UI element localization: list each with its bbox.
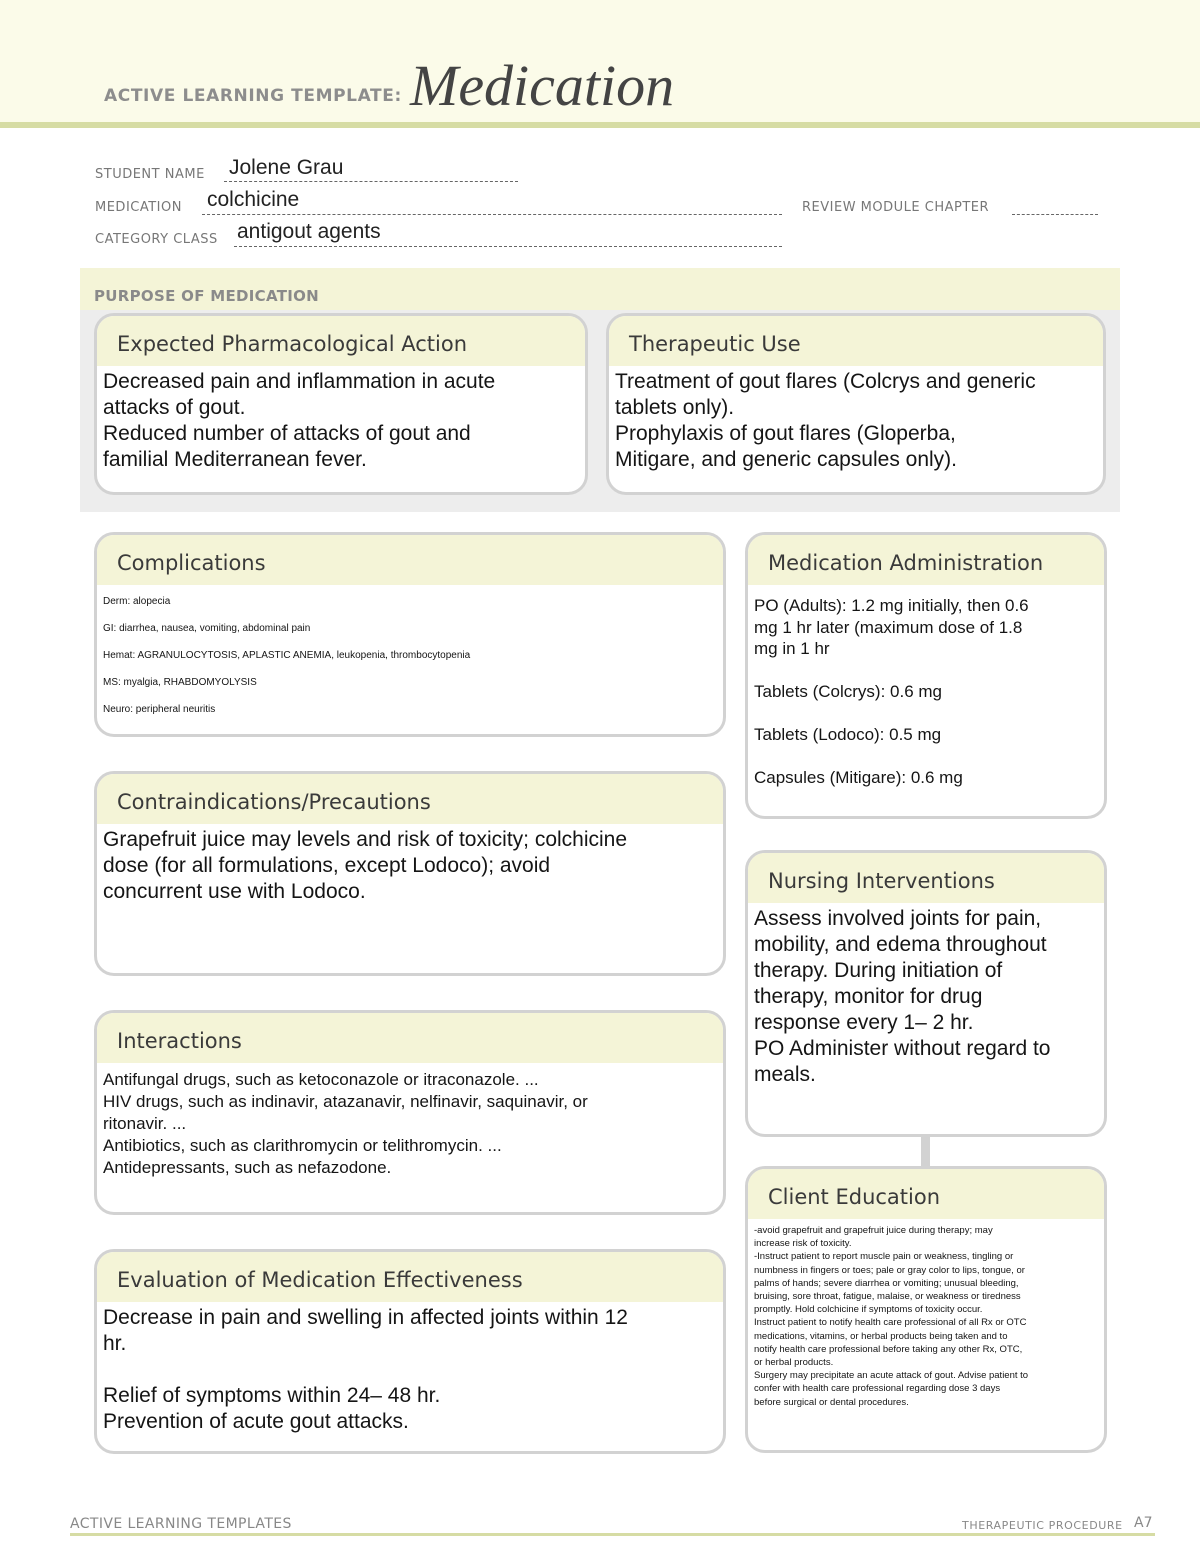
expected-action-box — [94, 313, 588, 495]
template-prefix: ACTIVE LEARNING TEMPLATE: — [104, 86, 402, 106]
category-class-label: CATEGORY CLASS — [95, 232, 218, 247]
evaluation-text[interactable]: Decrease in pain and swelling in affected joints within 12 hr. Relief of symptoms within 24– 48 hr. Prevention of acute gout attacks. — [103, 1306, 628, 1433]
nursing-interventions-title: Nursing Interventions — [748, 853, 1104, 903]
review-module-label: REVIEW MODULE CHAPTER — [802, 200, 990, 215]
footer-rule — [70, 1533, 1155, 1536]
category-class-line — [234, 246, 782, 247]
page-title: Medication — [410, 53, 675, 118]
therapeutic-use-title: Therapeutic Use — [609, 316, 1103, 366]
client-education-text[interactable]: -avoid grapefruit and grapefruit juice during therapy; may increase risk of toxicity. -Instruct patient to report muscle pain or weakness, tingling or numbness in fingers or toes; pale or gray color to lips, tongue, or palms of hands; severe diarrhea or vomiting; unusual bleeding, bruising, sore throat, fatigue, malaise, or weakness or tiredness promptly. Hold colchicine if symptoms of toxicity occur. Instruct patient to notify health care professional of all Rx or OTC medications, vitamins, or herbal products being taken and to notify health care professional before taking any other Rx, OTC, or herbal products. Surgery may precipitate an acute attack of gout. Advise patient to confer with health care professional regarding dose 3 days before surgical or dental procedures. — [754, 1225, 1029, 1408]
complication-item: Derm: alopecia — [103, 596, 171, 607]
complication-item: MS: myalgia, RHABDOMYOLYSIS — [103, 677, 257, 688]
interactions-title: Interactions — [97, 1013, 723, 1063]
review-module-line — [1012, 214, 1098, 215]
student-name-line — [224, 181, 518, 182]
footer-left-label: ACTIVE LEARNING TEMPLATES — [70, 1516, 292, 1532]
client-education-box — [745, 1166, 1107, 1453]
medication-administration-title: Medication Administration — [748, 535, 1104, 585]
medication-label: MEDICATION — [95, 200, 182, 215]
student-name-label: STUDENT NAME — [95, 167, 205, 182]
expected-action-text[interactable]: Decreased pain and inflammation in acute attacks of gout. Reduced number of attacks of gout and familial Mediterranean fever. — [103, 370, 496, 471]
therapeutic-use-box — [606, 313, 1106, 495]
student-name-field[interactable]: Jolene Grau — [229, 156, 344, 179]
complications-box — [94, 532, 726, 737]
expected-action-title: Expected Pharmacological Action — [97, 316, 585, 366]
interactions-text[interactable]: Antifungal drugs, such as ketoconazole or itraconazole. ... HIV drugs, such as indinavir, atazanavir, nelfinavir, saquinavir, or ritonavir. ... Antibiotics, such as clarithromycin or telithromycin. ... Antidepressants, such as nefazodone. — [103, 1070, 588, 1177]
complications-title: Complications — [97, 535, 723, 585]
contraindications-text[interactable]: Grapefruit juice may levels and risk of toxicity; colchicine dose (for all formulations, except Lodoco); avoid concurrent use with Lodoco. — [103, 828, 628, 903]
nursing-interventions-box — [745, 850, 1107, 1137]
nursing-interventions-text[interactable]: Assess involved joints for pain, mobility, and edema throughout therapy. During initiation of therapy, monitor for drug response every 1– 2 hr. PO Administer without regard to meals. — [754, 907, 1051, 1086]
interactions-box — [94, 1010, 726, 1215]
evaluation-box — [94, 1249, 726, 1454]
client-education-title: Client Education — [748, 1169, 1104, 1219]
therapeutic-use-text[interactable]: Treatment of gout flares (Colcrys and generic tablets only). Prophylaxis of gout flares (Gloperba, Mitigare, and generic capsules only). — [615, 370, 1036, 471]
box-connector — [921, 1134, 930, 1168]
medication-line — [202, 214, 782, 215]
page-number: A7 — [1134, 1515, 1153, 1531]
evaluation-title: Evaluation of Medication Effectiveness — [97, 1252, 723, 1302]
category-class-field[interactable]: antigout agents — [237, 220, 381, 243]
complications-text[interactable] — [97, 585, 723, 723]
complication-item: GI: diarrhea, nausea, vomiting, abdominal pain — [103, 623, 311, 634]
footer-right-label: THERAPEUTIC PROCEDURE — [962, 1519, 1123, 1532]
medication-administration-box — [745, 532, 1107, 819]
purpose-label: PURPOSE OF MEDICATION — [94, 287, 320, 305]
complication-item: Neuro: peripheral neuritis — [103, 704, 216, 715]
header-rule — [0, 122, 1200, 128]
contraindications-title: Contraindications/Precautions — [97, 774, 723, 824]
contraindications-box — [94, 771, 726, 976]
medication-administration-text[interactable]: PO (Adults): 1.2 mg initially, then 0.6 mg 1 hr later (maximum dose of 1.8 mg in 1 hr Tablets (Colcrys): 0.6 mg Tablets (Lodoco): 0.5 mg Capsules (Mitigare): 0.6 mg — [754, 596, 1029, 787]
medication-field[interactable]: colchicine — [207, 188, 300, 211]
complication-item: Hemat: AGRANULOCYTOSIS, APLASTIC ANEMIA, leukopenia, thrombocytopenia — [103, 650, 471, 661]
